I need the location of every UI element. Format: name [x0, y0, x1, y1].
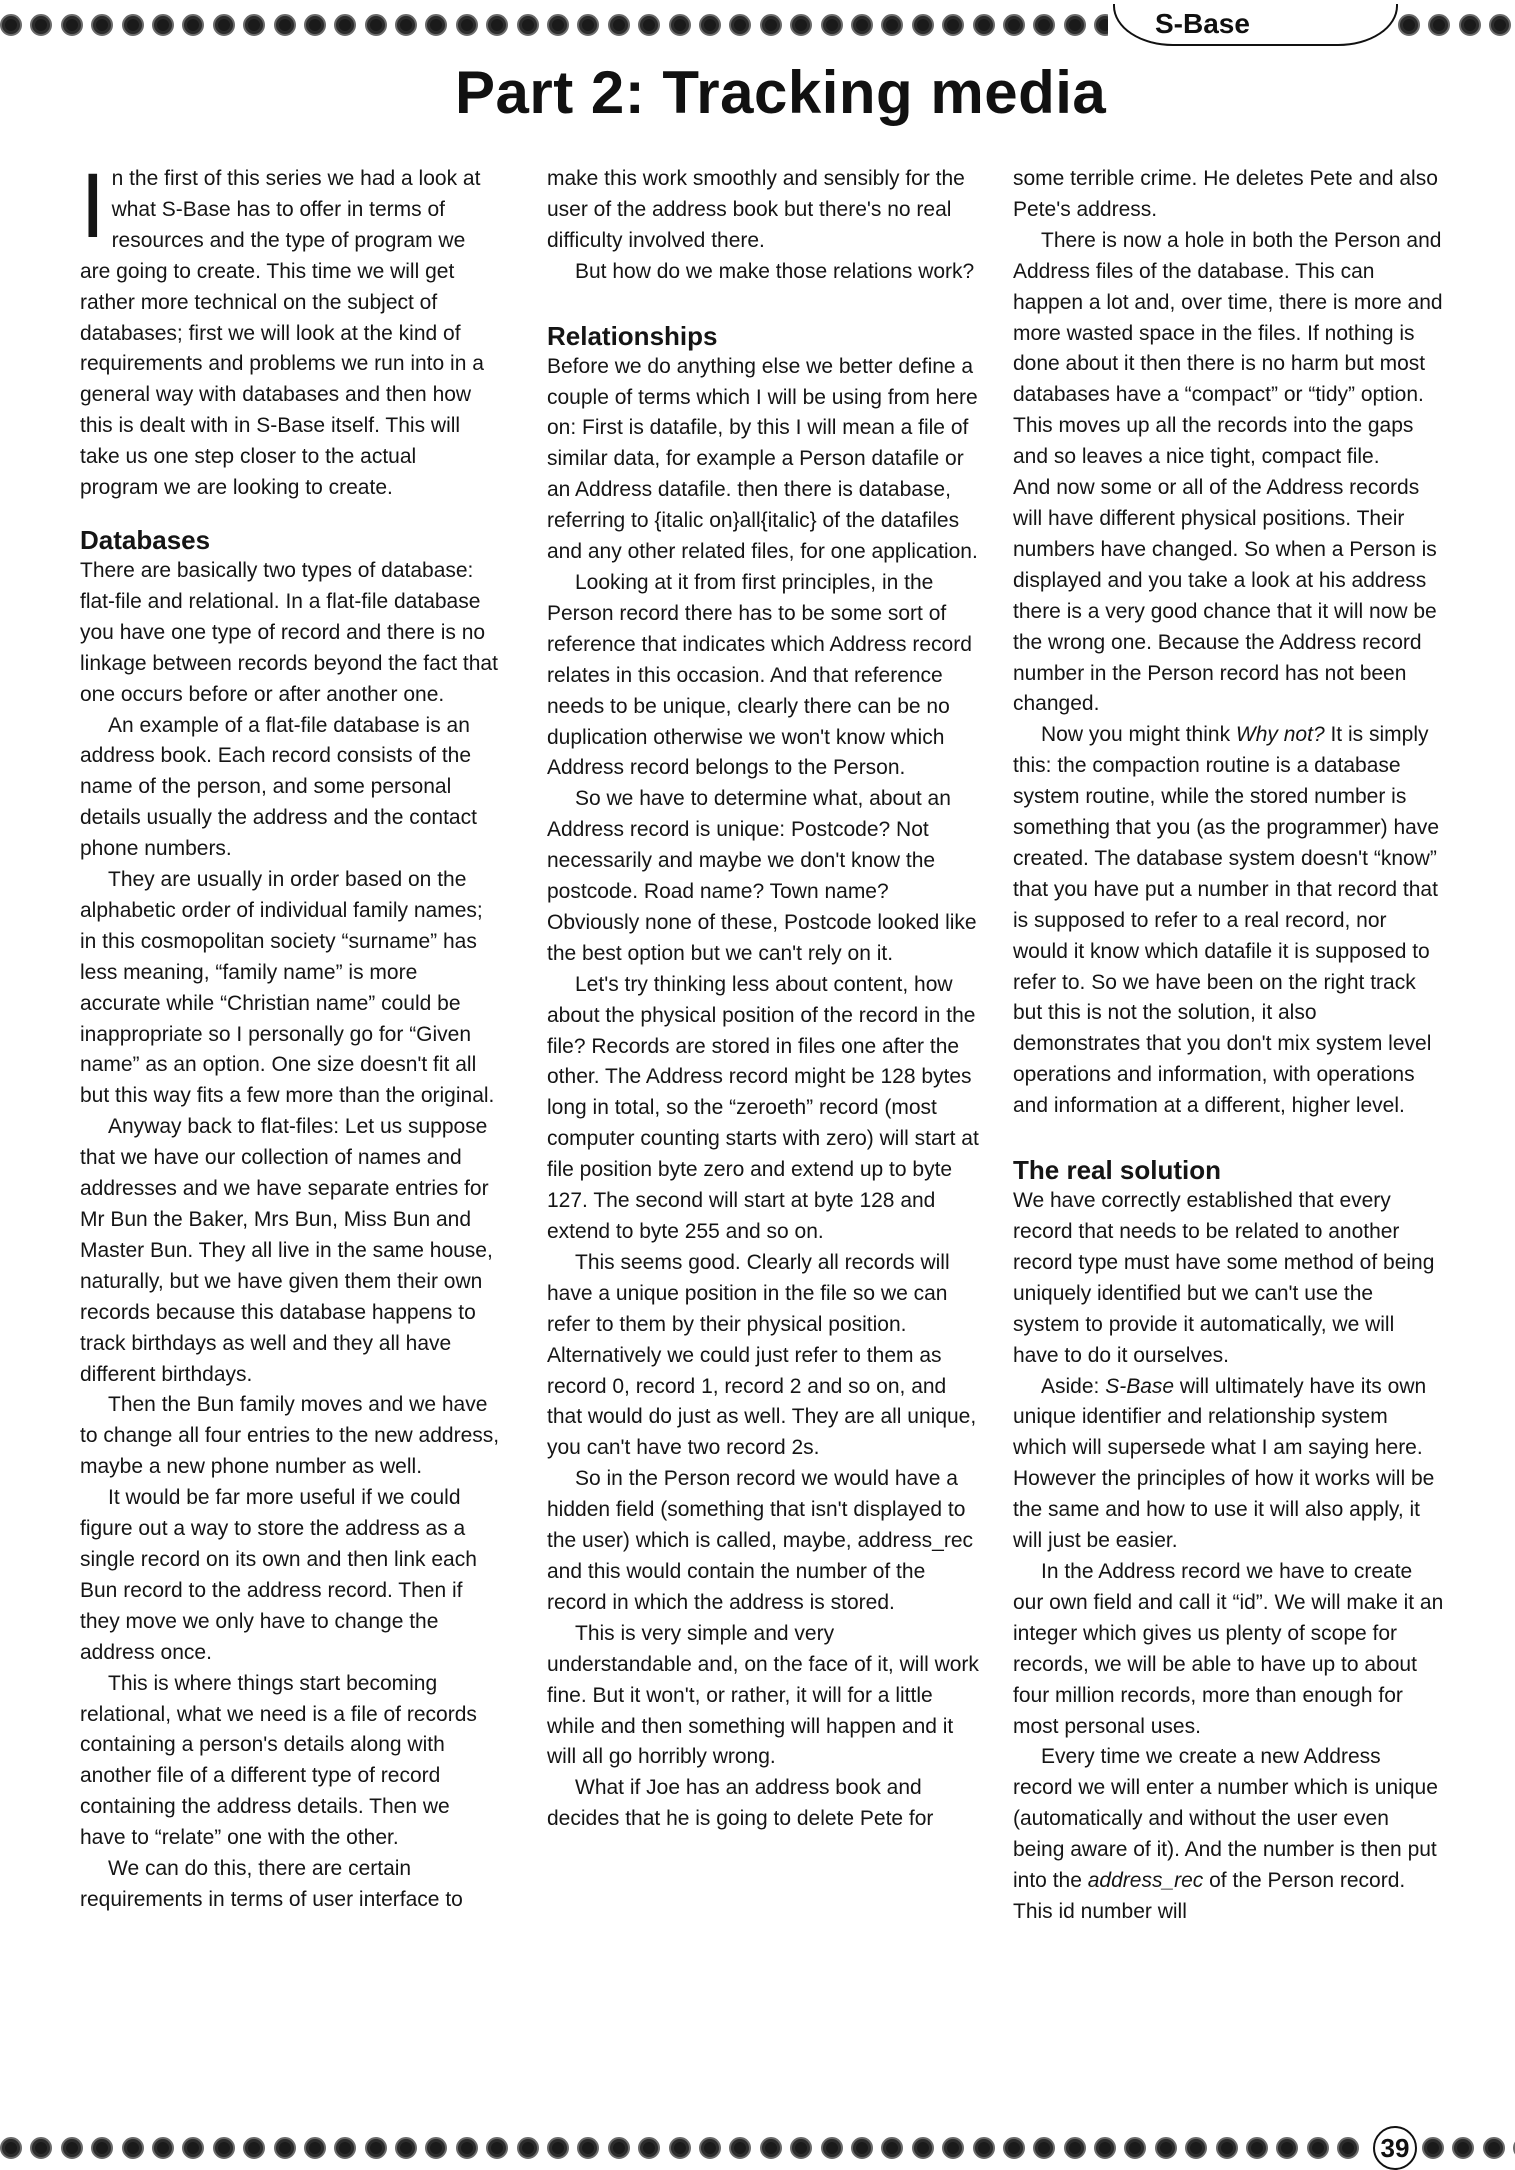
- border-dot: [1064, 2137, 1086, 2159]
- paragraph: There are basically two types of database: flat-file and relational. In a flat-file database you have one type of record and there is no linkage between records beyond the fact that one occurs before or after another one.: [80, 558, 498, 706]
- paragraph: And now some or all of the Address records will have different physical positions. Their numbers have changed. So when a Person is displayed and you take a look at his address there is a very good chance that it will now be the wrong one. Because the Address record number in the Person record has not been changed.: [1013, 476, 1437, 716]
- border-dot: [365, 14, 387, 36]
- border-dot: [881, 2137, 903, 2159]
- paragraph: Before we do anything else we better define a couple of terms which I will be using from here on: First is datafile, by this I will mean a file of similar data, for example a Person datafile or an Address datafile. then there is database, referring to {italic on}all{italic} of the datafiles and any other related files, for one application.: [547, 354, 978, 564]
- border-dot: [790, 2137, 812, 2159]
- paragraph: [1013, 1742, 1445, 1927]
- border-dot: [456, 2137, 478, 2159]
- border-dot: [912, 14, 934, 36]
- text-run: Now you might think: [1041, 723, 1236, 747]
- border-dot: [1246, 2137, 1268, 2159]
- border-dot: [699, 14, 721, 36]
- border-dot: [365, 2137, 387, 2159]
- border-dot: [1003, 14, 1025, 36]
- border-dot: [30, 2137, 52, 2159]
- border-dot: [699, 2137, 721, 2159]
- paragraph: This seems good. Clearly all records will have a unique position in the file so we can refer to them by their physical position. Alternatively we could just refer to them as record 0, record 1, record 2 and so on, and that would do just as well. They are all unique, you can't have two record 2s.: [547, 1250, 977, 1460]
- border-dot: [608, 2137, 630, 2159]
- border-dot: [821, 14, 843, 36]
- border-dot: [790, 14, 812, 36]
- paragraph: So we have to determine what, about an Address record is unique: Postcode? Not necessarily and maybe we don't know the postcode. Road name? Town name? Obviously none of these, Postcode looked like the best option but we can't rely on it.: [547, 787, 977, 965]
- border-dot: [122, 14, 144, 36]
- paragraph: We have correctly established that every record that needs to be related to another record type must have some method of being uniquely identified but we can't use the system to provide it automatically, we will have to do it ourselves.: [1013, 1189, 1435, 1367]
- border-dot: [729, 2137, 751, 2159]
- border-dot: [334, 14, 356, 36]
- border-dot: [1276, 2137, 1298, 2159]
- border-dot: [1033, 2137, 1055, 2159]
- top-dot-border-right: [1398, 10, 1515, 40]
- drop-cap: I: [80, 155, 106, 257]
- border-dot: [1483, 2137, 1505, 2159]
- border-dot: [638, 2137, 660, 2159]
- border-dot: [1452, 2137, 1474, 2159]
- border-dot: [973, 2137, 995, 2159]
- border-dot: [61, 2137, 83, 2159]
- border-dot: [760, 2137, 782, 2159]
- border-dot: [91, 2137, 113, 2159]
- intro-text: n the first of this series we had a look at what S-Base has to offer in terms of resources and the type of program we are going to create. This time we will get rather more technical on the subject of databases; first we will look at the kind of requirements and problems we run into in a general way with databases and then how this is dealt with in S-Base itself. This will take us one step closer to the actual program we are looking to create.: [80, 167, 484, 500]
- border-dot: [1185, 2137, 1207, 2159]
- bottom-dot-border: [0, 2133, 1368, 2163]
- border-dot: [1094, 14, 1108, 36]
- paragraph: some terrible crime. He deletes Pete and also Pete's address.: [1013, 167, 1438, 221]
- paragraph: There is now a hole in both the Person and Address files of the database. This can happen a lot and, over time, there is more and more wasted space in the files. If nothing is done about it then there is no harm but most databases have a “compact” or “tidy” option. This moves up all the records into the gaps and so leaves a nice tight, compact file.: [1013, 228, 1443, 469]
- bottom-dot-border-right: [1422, 2133, 1515, 2163]
- border-dot: [304, 14, 326, 36]
- border-dot: [213, 2137, 235, 2159]
- heading-databases: Databases: [80, 524, 211, 555]
- emphasis: address_rec: [1087, 1869, 1204, 1893]
- border-dot: [1033, 14, 1055, 36]
- page-title: Part 2: Tracking media: [455, 59, 1107, 126]
- paragraph: We can do this, there are certain requirements in terms of user interface to: [80, 1857, 463, 1911]
- heading-relationships: Relationships: [547, 320, 718, 351]
- paragraph: [1013, 1372, 1445, 1557]
- emphasis: S-Base: [1105, 1374, 1175, 1398]
- border-dot: [0, 14, 22, 36]
- emphasis: Why not?: [1235, 723, 1325, 747]
- border-dot: [517, 2137, 539, 2159]
- paragraph: An example of a flat-file database is an address book. Each record consists of the name of the person, and some personal details usually the address and the contact phone numbers.: [80, 713, 477, 861]
- top-dot-border: [0, 10, 1108, 40]
- text-run: Aside:: [1041, 1374, 1106, 1398]
- border-dot: [821, 2137, 843, 2159]
- paragraph: Looking at it from first principles, in the Person record there has to be some sort of reference that indicates which Address record relates in this occasion. And that reference needs to be unique, clearly there can be no duplication otherwise we won't know which Address record belongs to the Person.: [547, 570, 972, 780]
- border-dot: [486, 14, 508, 36]
- border-dot: [425, 14, 447, 36]
- page-number: 39: [1373, 2126, 1417, 2170]
- paragraph: It would be far more useful if we could figure out a way to store the address as a single record on its own and then link each Bun record to the address record. Then if they move we only have to change the address once.: [80, 1486, 477, 1664]
- text-run: It is simply this: the compaction routine is a database system routine, while the stored number is something that you (as the programmer) have created. The database system doesn't “know” that you have put a number in that record that is supposed to refer to a real record, nor would it know which datafile it is supposed to refer to. So we have been on the right track but this is not the solution, it also demonstrates that you don't mix system level operations and information, with operations and information at a different, higher level.: [1013, 723, 1440, 1118]
- border-dot: [851, 2137, 873, 2159]
- border-dot: [425, 2137, 447, 2159]
- section-tag-label: S-Base: [1155, 8, 1250, 39]
- paragraph: Let's try thinking less about content, how about the physical position of the record in the file? Records are stored in files one after the other. The Address record might be 128 bytes long in total, so the “zeroeth” record (most computer counting starts with zero) will start at file position byte zero and extend up to byte 127. The second will start at byte 128 and extend to byte 255 and so on.: [547, 972, 979, 1243]
- border-dot: [577, 14, 599, 36]
- border-dot: [517, 14, 539, 36]
- border-dot: [395, 2137, 417, 2159]
- border-dot: [912, 2137, 934, 2159]
- border-dot: [851, 14, 873, 36]
- border-dot: [243, 14, 265, 36]
- border-dot: [456, 14, 478, 36]
- border-dot: [122, 2137, 144, 2159]
- border-dot: [1216, 2137, 1238, 2159]
- border-dot: [0, 2137, 22, 2159]
- column-2: [547, 164, 979, 1835]
- paragraph: make this work smoothly and sensibly for the user of the address book but there's no real difficulty involved there.: [547, 167, 965, 252]
- border-dot: [1003, 2137, 1025, 2159]
- border-dot: [577, 2137, 599, 2159]
- border-dot: [243, 2137, 265, 2159]
- border-dot: [1094, 2137, 1116, 2159]
- paragraph: They are usually in order based on the alphabetic order of individual family names; in this cosmopolitan society “surname” has less meaning, “family name” is more accurate while “Christian name” could be inappropriate so I personally go for “Given name” as an option. One size doesn't fit all but this way fits a few more than the original.: [80, 868, 495, 1108]
- border-dot: [1124, 2137, 1146, 2159]
- border-dot: [274, 2137, 296, 2159]
- border-dot: [1155, 2137, 1177, 2159]
- border-dot: [182, 14, 204, 36]
- border-dot: [91, 14, 113, 36]
- text-run: will ultimately have its own unique identifier and relationship system which will supersede what I am saying here. However the principles of how it works will be the same and how to use it will also apply, it will just be easier.: [1013, 1374, 1435, 1553]
- border-dot: [1459, 14, 1481, 36]
- heading-real-solution: The real solution: [1013, 1155, 1222, 1186]
- border-dot: [1428, 14, 1450, 36]
- border-dot: [547, 14, 569, 36]
- border-dot: [1307, 2137, 1329, 2159]
- border-dot: [334, 2137, 356, 2159]
- paragraph: Anyway back to flat-files: Let us suppose that we have our collection of names and addresses and we have separate entries for Mr Bun the Baker, Mrs Bun, Miss Bun and Master Bun. They all live in the same house, naturally, but we have given them their own records because this database happens to track birthdays as well and they all have different birthdays.: [80, 1115, 493, 1386]
- border-dot: [1064, 14, 1086, 36]
- text-run: Every time we create a new Address record we will enter a number which is unique (automatically and without the user even being aware of it). And the number is then put into the: [1013, 1745, 1438, 1893]
- border-dot: [729, 14, 751, 36]
- border-dot: [638, 14, 660, 36]
- border-dot: [547, 2137, 569, 2159]
- border-dot: [942, 2137, 964, 2159]
- paragraph: This is where things start becoming relational, what we need is a file of records containing a person's details along with another file of a different type of record containing the address details. Then we have to “relate” one with the other.: [80, 1671, 477, 1850]
- border-dot: [152, 2137, 174, 2159]
- border-dot: [1489, 14, 1511, 36]
- paragraph: In the Address record we have to create our own field and call it “id”. We will make it an integer which gives us plenty of scope for records, we will be able to have up to about four million records, more than enough for most personal uses.: [1013, 1559, 1444, 1738]
- border-dot: [760, 14, 782, 36]
- border-dot: [1398, 14, 1420, 36]
- column-3: [1013, 164, 1445, 1928]
- border-dot: [182, 2137, 204, 2159]
- border-dot: [669, 14, 691, 36]
- paragraph: What if Joe has an address book and decides that he is going to delete Pete for: [547, 1776, 934, 1831]
- border-dot: [669, 2137, 691, 2159]
- border-dot: [152, 14, 174, 36]
- section-tag: [1113, 4, 1398, 46]
- intro-paragraph: [80, 155, 500, 504]
- border-dot: [608, 14, 630, 36]
- paragraph: So in the Person record we would have a hidden field (something that isn't displayed to the user) which is called, maybe, address_rec and this would contain the number of the record in which the address is stored.: [547, 1467, 974, 1614]
- border-dot: [881, 14, 903, 36]
- border-dot: [61, 14, 83, 36]
- border-dot: [1337, 2137, 1359, 2159]
- paragraph: Then the Bun family moves and we have to change all four entries to the new address, maybe a new phone number as well.: [80, 1393, 500, 1479]
- border-dot: [274, 14, 296, 36]
- paragraph: But how do we make those relations work?: [575, 259, 975, 283]
- border-dot: [395, 14, 417, 36]
- border-dot: [213, 14, 235, 36]
- border-dot: [486, 2137, 508, 2159]
- column-1: [80, 155, 500, 1916]
- border-dot: [942, 14, 964, 36]
- border-dot: [30, 14, 52, 36]
- text-run: of the Person record. This id number will: [1013, 1869, 1406, 1923]
- paragraph: [1013, 720, 1445, 1122]
- border-dot: [304, 2137, 326, 2159]
- border-dot: [1422, 2137, 1444, 2159]
- border-dot: [973, 14, 995, 36]
- paragraph: This is very simple and very understandable and, on the face of it, will work fine. But it won't, or rather, it will for a little while and then something will happen and it will all go horribly wrong.: [547, 1621, 979, 1769]
